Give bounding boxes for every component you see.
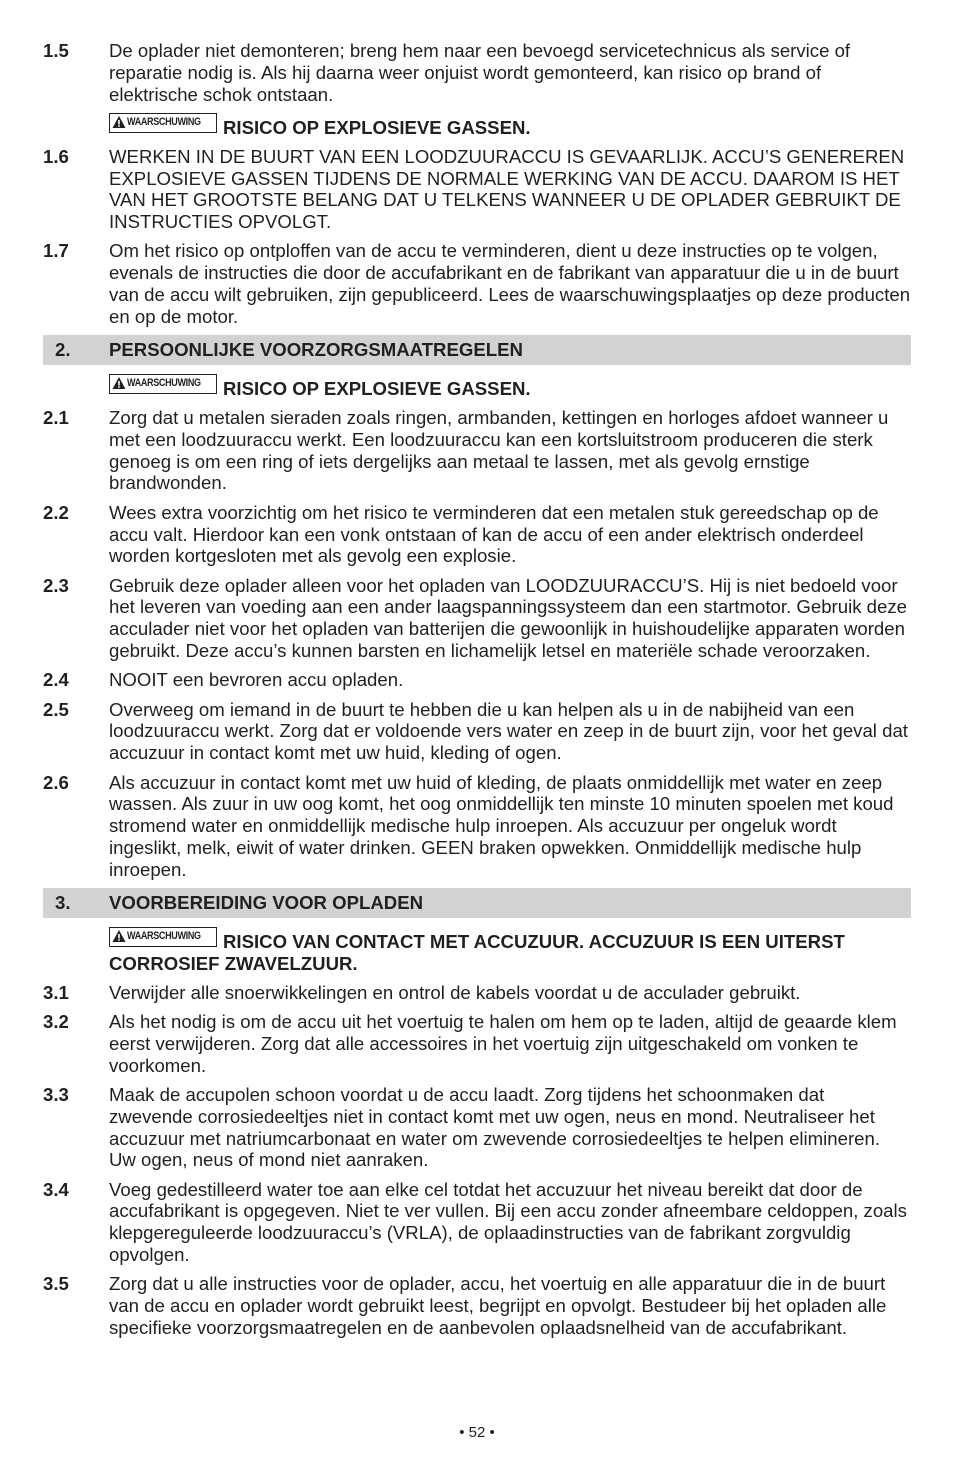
numbered-item bbox=[43, 146, 911, 233]
item-number: 2.4 bbox=[43, 669, 69, 691]
item-number: 1.7 bbox=[43, 240, 69, 262]
warning-block bbox=[43, 374, 911, 400]
item-text: Als het nodig is om de accu uit het voertuig te halen om hem op te laden, altijd de geaarde klem eerst verwijderen. Zorg dat alle accessoires in het voertuig zijn uitgeschakeld om vonken te voorkomen. bbox=[109, 1011, 897, 1076]
numbered-item bbox=[43, 1273, 911, 1338]
item-text: Overweeg om iemand in de buurt te hebben die u kan helpen als u in de nabijheid van een loodzuuraccu werkt. Zorg dat er voldoende vers water en zeep in de buurt zijn, voor het geval dat accuzuur in contact komt met uw huid, kleding of ogen. bbox=[109, 698, 908, 764]
warning-block bbox=[43, 927, 911, 975]
item-number: 2.5 bbox=[43, 698, 69, 720]
numbered-item bbox=[43, 575, 911, 662]
section-title: VOORBEREIDING VOOR OPLADEN bbox=[109, 892, 424, 914]
section-number: 3. bbox=[55, 892, 71, 914]
warning-badge bbox=[109, 374, 217, 394]
item-text: Om het risico op ontploffen van de accu te verminderen, dient u deze instructies op te volgen, evenals de instructies die door de accufabrikant en de fabrikant van apparatuur die u in de buurt van de accu wilt gebruiken, zijn gepubliceerd. Lees de waarschuwingsplaatjes op deze producten en op de motor. bbox=[109, 240, 911, 327]
item-number: 1.6 bbox=[43, 145, 69, 167]
item-text: Als accuzuur in contact komt met uw huid of kleding, de plaats onmiddellijk met water en zeep wassen. Als zuur in uw oog komt, het oog onmiddellijk ten minste 10 minuten spoelen met koud stromend water en onmiddellijk medische hulp inroepen. Als accuzuur per ongeluk wordt ingeslikt, melk, eiwit of water drinken. GEEN braken opwekken. Onmiddellijk medische hulp inroepen. bbox=[109, 771, 894, 880]
section-header bbox=[43, 888, 911, 918]
item-number: 3.5 bbox=[43, 1273, 69, 1295]
section-number: 2. bbox=[55, 339, 71, 361]
warning-triangle-icon bbox=[112, 112, 127, 134]
numbered-item bbox=[43, 1084, 911, 1171]
item-text: De oplader niet demonteren; breng hem naar een bevoegd servicetechnicus als service of reparatie nodig is. Als hij daarna weer onjuist wordt gemonteerd, kan risico op brand of elektrische schok ontstaan. bbox=[109, 40, 851, 105]
warning-block bbox=[43, 113, 911, 139]
item-text: NOOIT een bevroren accu opladen. bbox=[109, 669, 404, 691]
numbered-item bbox=[43, 1179, 911, 1266]
warning-text: RISICO VAN CONTACT MET ACCUZUUR. ACCUZUUR IS EEN UITERST CORROSIEF ZWAVELZUUR. bbox=[109, 931, 845, 974]
item-text: Voeg gedestilleerd water toe aan elke cel totdat het accuzuur het niveau bereikt dat door de accufabrikant is opgegeven. Niet te ver vullen. Bij een accu zonder afneembare celdoppen, zoals klepgereguleerde loodzuuraccu’s (VRLA), de oplaadinstructies van de fabrikant zorgvuldig opvolgen. bbox=[109, 1178, 907, 1265]
item-number: 3.4 bbox=[43, 1178, 69, 1200]
item-text: Maak de accupolen schoon voordat u de accu laadt. Zorg tijdens het schoonmaken dat zwevende corrosiedeeltjes niet in contact komt met uw ogen, neus en mond. Neutraliseer het accuzuur met natriumcarbonaat en water om zwevende corrosiedeeltjes te helpen elimineren. Uw ogen, neus of mond niet aanraken. bbox=[109, 1083, 881, 1171]
item-text: Zorg dat u metalen sieraden zoals ringen, armbanden, kettingen en horloges afdoet wanneer u met een loodzuuraccu werkt. Een loodzuuraccu kan een kortsluitstroom produceren die sterk genoeg is om een ring of iets dergelijks aan metaal te lassen, met als gevolg ernstige brandwonden. bbox=[109, 407, 889, 494]
item-number: 3.3 bbox=[43, 1083, 69, 1105]
item-text: Gebruik deze oplader alleen voor het opladen van LOODZUURACCU’S. Hij is niet bedoeld voor het leveren van voeding aan een ander laagspanningssysteem dan een startmotor. Gebruik deze acculader niet voor het opladen van batterijen die gewoonlijk in huishoudelijke apparaten worden gebruikt. Deze accu’s kunnen barsten en lichamelijk letsel en materiële schade veroorzaken. bbox=[109, 574, 907, 662]
section-header bbox=[43, 335, 911, 365]
numbered-item bbox=[43, 407, 911, 494]
item-number: 2.1 bbox=[43, 407, 69, 429]
numbered-item bbox=[43, 502, 911, 567]
warning-triangle-icon bbox=[112, 373, 127, 395]
document-body bbox=[43, 40, 911, 1346]
warning-text: RISICO OP EXPLOSIEVE GASSEN. bbox=[223, 378, 531, 400]
item-text: Wees extra voorzichtig om het risico te verminderen dat een metalen stuk gereedschap op de accu valt. Hierdoor kan een vonk ontstaan of kan de accu of een ander elektrisch onderdeel worden kortgesloten met als gevolg een explosie. bbox=[109, 501, 879, 567]
item-number: 2.2 bbox=[43, 501, 69, 523]
warning-badge bbox=[109, 927, 217, 947]
item-number: 3.2 bbox=[43, 1011, 69, 1033]
numbered-item bbox=[43, 240, 911, 327]
warning-badge-label: WAARSCHUWING bbox=[127, 377, 201, 390]
numbered-item bbox=[43, 1011, 911, 1076]
warning-triangle-icon bbox=[112, 926, 127, 948]
item-text: Zorg dat u alle instructies voor de oplader, accu, het voertuig en alle apparatuur die in de buurt van de accu en oplader wordt gebruikt leest, begrijpt en opvolgt. Bestudeer bij het opladen alle specifieke voorzorgsmaatregelen en de aanbevolen oplaadsnelheid van de accufabrikant. bbox=[109, 1273, 887, 1338]
numbered-item bbox=[43, 40, 911, 105]
item-text: Verwijder alle snoerwikkelingen en ontrol de kabels voordat u de acculader gebruikt. bbox=[109, 981, 801, 1003]
item-number: 2.3 bbox=[43, 574, 69, 596]
numbered-item bbox=[43, 772, 911, 881]
item-text: WERKEN IN DE BUURT VAN EEN LOODZUURACCU IS GEVAARLIJK. ACCU’S GENEREREN EXPLOSIEVE GASSEN TIJDENS DE NORMALE WERKING VAN DE ACCU. DAAROM IS HET VAN HET GROOTSTE BELANG DAT U TELKENS WANNEER U DE OPLADER GEBRUIKT DE INSTRUCTIES OPVOLGT. bbox=[109, 145, 905, 233]
page-number: • 52 • bbox=[459, 1424, 495, 1441]
warning-badge bbox=[109, 113, 217, 133]
numbered-item bbox=[43, 982, 911, 1004]
numbered-item bbox=[43, 699, 911, 764]
item-number: 1.5 bbox=[43, 40, 69, 61]
warning-badge-label: WAARSCHUWING bbox=[127, 930, 201, 943]
section-title: PERSOONLIJKE VOORZORGSMAATREGELEN bbox=[109, 339, 523, 361]
item-number: 3.1 bbox=[43, 981, 69, 1003]
item-number: 2.6 bbox=[43, 771, 69, 793]
warning-badge-label: WAARSCHUWING bbox=[127, 116, 201, 128]
warning-text: RISICO OP EXPLOSIEVE GASSEN. bbox=[223, 117, 531, 138]
numbered-item bbox=[43, 669, 911, 691]
